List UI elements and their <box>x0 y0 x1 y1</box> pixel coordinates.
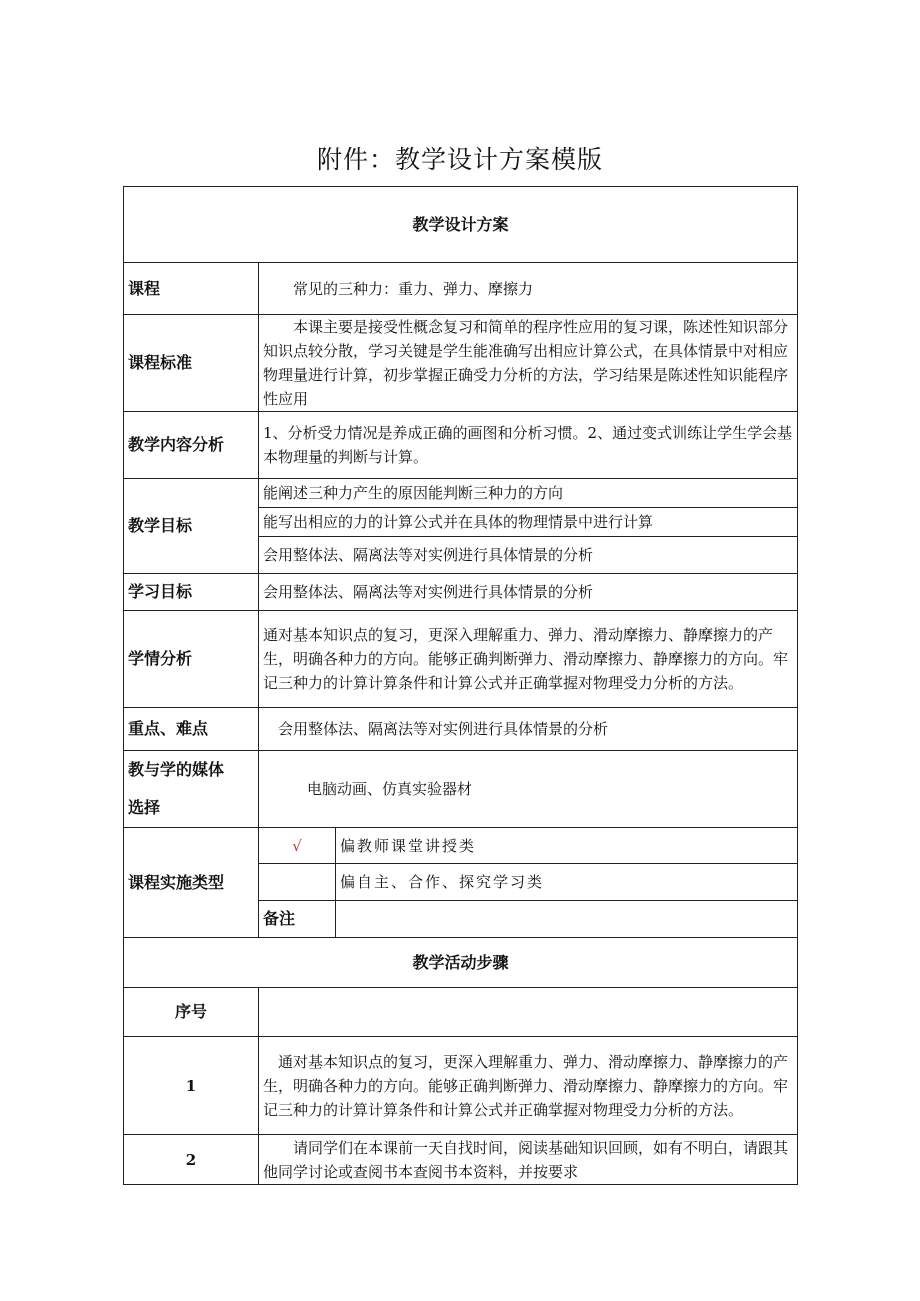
impl-option-student: 偏自主、合作、探究学习类 <box>336 864 798 901</box>
impl-option-2-check[interactable] <box>259 864 336 901</box>
media-value: 电脑动画、仿真实验器材 <box>259 751 798 828</box>
media-label-line1: 教与学的媒体 <box>128 760 225 779</box>
note-label: 备注 <box>259 901 336 938</box>
media-label-line2: 选择 <box>128 798 161 817</box>
seq-header: 序号 <box>124 988 259 1037</box>
teaching-goals-label: 教学目标 <box>124 479 259 574</box>
seq-content-header <box>259 988 798 1037</box>
course-value: 常见的三种力：重力、弹力、摩擦力 <box>259 263 798 315</box>
teaching-goal-item: 能写出相应的力的计算公式并在具体的物理情景中进行计算 <box>259 508 798 537</box>
learner-analysis-label: 学情分析 <box>124 611 259 708</box>
impl-option-teacher: 偏教师课堂讲授类 <box>336 828 798 864</box>
check-mark-icon[interactable]: √ <box>259 828 336 864</box>
content-analysis-value: 1、分析受力情况是养成正确的画图和分析习惯。2、通过变式训练让学生学会基本物理量的判断与计算。 <box>259 412 798 479</box>
learning-goals-value: 会用整体法、隔离法等对实例进行具体情景的分析 <box>259 574 798 611</box>
teaching-goal-item: 能阐述三种力产生的原因能判断三种力的方向 <box>259 479 798 508</box>
impl-type-label: 课程实施类型 <box>124 828 259 938</box>
table-title: 教学设计方案 <box>124 187 798 263</box>
media-label <box>124 751 259 828</box>
course-label: 课程 <box>124 263 259 315</box>
learner-analysis-value: 通对基本知识点的复习，更深入理解重力、弹力、滑动摩擦力、静摩擦力的产生，明确各种力的方向。能够正确判断弹力、滑动摩擦力、静摩擦力的方向。牢记三种力的计算计算条件和计算公式并正确掌握对物理受力分析的方法。 <box>259 611 798 708</box>
key-points-value: 会用整体法、隔离法等对实例进行具体情景的分析 <box>259 708 798 751</box>
standard-label: 课程标准 <box>124 315 259 412</box>
note-value <box>336 901 798 938</box>
step-text: 请同学们在本课前一天自找时间，阅读基础知识回顾，如有不明白，请跟其他同学讨论或查阅书本查阅书本资料，并按要求 <box>259 1135 798 1185</box>
learning-goals-label: 学习目标 <box>124 574 259 611</box>
activity-title: 教学活动步骤 <box>124 938 798 988</box>
teaching-goal-item: 会用整体法、隔离法等对实例进行具体情景的分析 <box>259 537 798 574</box>
step-text: 通对基本知识点的复习，更深入理解重力、弹力、滑动摩擦力、静摩擦力的产生，明确各种力的方向。能够正确判断弹力、滑动摩擦力、静摩擦力的方向。牢记三种力的计算计算条件和计算公式并正确掌握对物理受力分析的方法。 <box>259 1037 798 1135</box>
lesson-plan-table <box>123 186 798 1185</box>
document-title: 附件：教学设计方案模版 <box>316 145 603 174</box>
key-points-label: 重点、难点 <box>124 708 259 751</box>
step-number: 2 <box>124 1135 259 1185</box>
step-number: 1 <box>124 1037 259 1135</box>
standard-value: 本课主要是接受性概念复习和简单的程序性应用的复习课，陈述性知识部分知识点较分散，学习关键是学生能准确写出相应计算公式，在具体情景中对相应物理量进行计算，初步掌握正确受力分析的方法，学习结果是陈述性知识能程序性应用 <box>259 315 798 412</box>
content-analysis-label: 教学内容分析 <box>124 412 259 479</box>
